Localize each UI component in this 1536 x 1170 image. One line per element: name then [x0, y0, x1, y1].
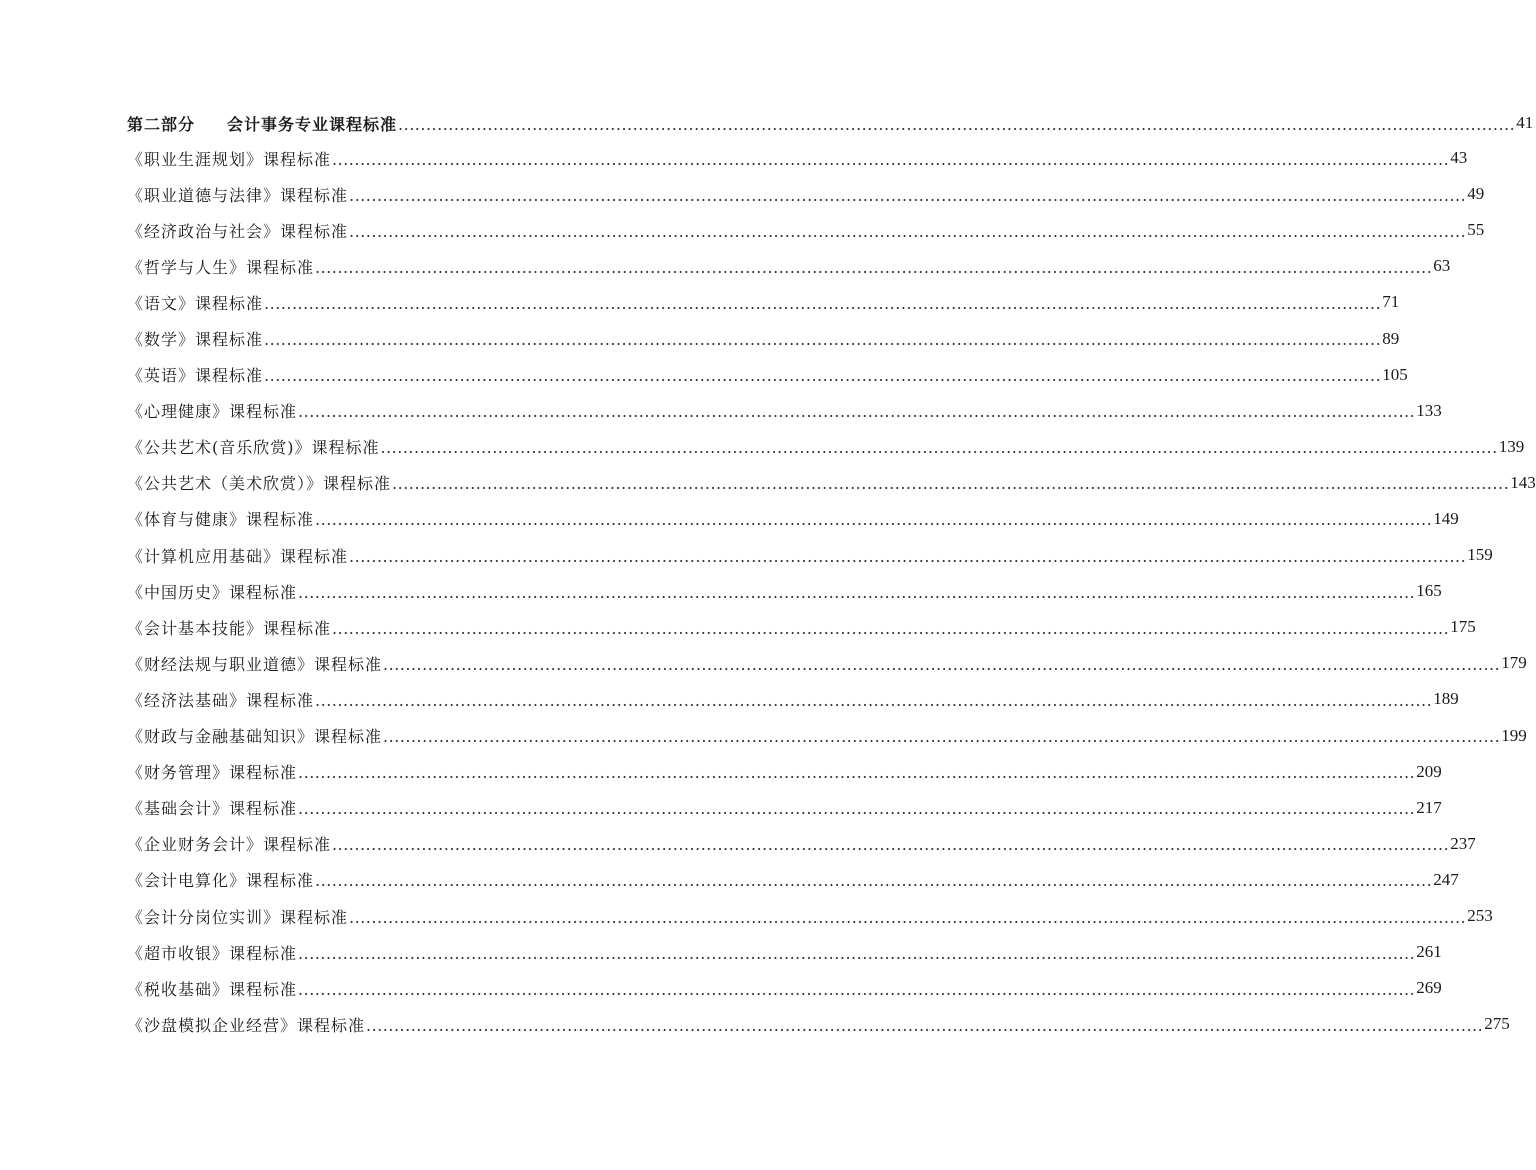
- toc-section-heading[interactable]: [127, 106, 1534, 140]
- toc-entry[interactable]: [127, 140, 1468, 176]
- toc-entry-title: 《会计电算化》课程标准: [127, 871, 315, 891]
- dot-leader: ........................................................................................................................................................................................................: [298, 799, 1416, 819]
- toc-entry-title: 《经济政治与社会》课程标准: [127, 221, 349, 241]
- dot-leader: ........................................................................................................................................................................................................: [315, 690, 1433, 710]
- toc-page-number: 269: [1416, 978, 1442, 998]
- toc-entry[interactable]: [127, 862, 1459, 898]
- table-of-contents: [127, 106, 1536, 1042]
- toc-page-number: 143: [1510, 472, 1536, 492]
- toc-entry[interactable]: [127, 790, 1442, 826]
- toc-entry[interactable]: [127, 754, 1442, 790]
- toc-entry[interactable]: [127, 645, 1527, 681]
- toc-entry[interactable]: [127, 826, 1476, 862]
- toc-page-number: 149: [1433, 508, 1459, 528]
- toc-entry-title: 《经济法基础》课程标准: [127, 690, 315, 710]
- dot-leader: ........................................................................................................................................................................................................: [332, 149, 1450, 169]
- toc-entry[interactable]: [127, 573, 1442, 609]
- dot-leader: ........................................................................................................................................................................................................: [332, 618, 1450, 638]
- toc-entry[interactable]: [127, 537, 1493, 573]
- dot-leader: ........................................................................................................................................................................................................: [349, 907, 1467, 927]
- toc-entry-title: 《会计基本技能》课程标准: [127, 618, 332, 638]
- toc-page-number: 175: [1450, 617, 1476, 637]
- dot-leader: ........................................................................................................................................................................................................: [298, 979, 1416, 999]
- toc-entry[interactable]: [127, 284, 1400, 320]
- toc-entry-title: 《会计分岗位实训》课程标准: [127, 907, 349, 927]
- toc-entry[interactable]: [127, 681, 1459, 717]
- toc-page-number: 49: [1467, 184, 1485, 204]
- toc-entry-title: 《数学》课程标准: [127, 330, 264, 350]
- toc-entry[interactable]: [127, 970, 1442, 1006]
- toc-page-number: 105: [1382, 364, 1408, 384]
- dot-leader: ........................................................................................................................................................................................................: [298, 943, 1416, 963]
- toc-page-number: 139: [1498, 436, 1525, 456]
- toc-entry[interactable]: [127, 248, 1451, 284]
- dot-leader: ........................................................................................................................................................................................................: [349, 185, 1467, 205]
- toc-section-title: [127, 112, 397, 135]
- section-title: 会计事务专业课程标准: [227, 114, 398, 134]
- dot-leader: ........................................................................................................................................................................................................: [264, 293, 1382, 313]
- toc-page-number: 159: [1467, 545, 1493, 565]
- toc-entry[interactable]: [127, 501, 1459, 537]
- toc-entry-title: 《职业生涯规划》课程标准: [127, 149, 332, 169]
- toc-entry[interactable]: [127, 212, 1485, 248]
- toc-entry-title: 《财经法规与职业道德》课程标准: [127, 654, 383, 674]
- toc-page-number: 199: [1501, 725, 1527, 745]
- toc-entry-title: 《哲学与人生》课程标准: [127, 257, 315, 277]
- toc-page-number: 89: [1382, 328, 1400, 348]
- toc-page-number: 55: [1467, 220, 1485, 240]
- toc-entry-list: [127, 140, 1536, 1042]
- toc-entry-title: 《心理健康》课程标准: [127, 402, 298, 422]
- dot-leader: ........................................................................................................................................................................................................: [383, 727, 1501, 747]
- toc-entry-title: 《基础会计》课程标准: [127, 799, 298, 819]
- dot-leader: ........................................................................................................................................................................................................: [298, 763, 1416, 783]
- dot-leader: ........................................................................................................................................................................................................: [315, 871, 1433, 891]
- toc-entry-title: 《企业财务会计》课程标准: [127, 835, 332, 855]
- toc-entry-title: 《财务管理》课程标准: [127, 763, 298, 783]
- toc-page-number: 189: [1433, 689, 1459, 709]
- toc-entry[interactable]: [127, 357, 1408, 393]
- dot-leader: ........................................................................................................................................................................................................: [298, 402, 1416, 422]
- toc-page-number: 261: [1416, 942, 1442, 962]
- dot-leader: ........................................................................................................................................................................................................: [349, 221, 1467, 241]
- toc-page-number: 253: [1467, 906, 1493, 926]
- toc-entry-title: 《公共艺术（美术欣赏）》课程标准: [127, 474, 392, 494]
- dot-leader: ........................................................................................................................................................................................................: [392, 474, 1510, 494]
- toc-page-number: 217: [1416, 797, 1442, 817]
- toc-entry-title: 《财政与金融基础知识》课程标准: [127, 727, 383, 747]
- toc-page-number: 43: [1450, 148, 1468, 168]
- toc-entry-title: 《英语》课程标准: [127, 366, 264, 386]
- toc-entry[interactable]: [127, 898, 1493, 934]
- toc-entry[interactable]: [127, 176, 1485, 212]
- toc-entry-title: 《中国历史》课程标准: [127, 582, 298, 602]
- toc-entry-title: 《计算机应用基础》课程标准: [127, 546, 349, 566]
- toc-page-number: 165: [1416, 581, 1442, 601]
- toc-page-number: 247: [1433, 869, 1459, 889]
- toc-entry-title: 《公共艺术(音乐欣赏)》课程标准: [127, 438, 380, 458]
- section-number: 第二部分: [127, 114, 196, 134]
- toc-entry[interactable]: [127, 609, 1476, 645]
- toc-entry-title: 《税收基础》课程标准: [127, 979, 298, 999]
- dot-leader: ........................................................................................................................................................................................................: [332, 835, 1450, 855]
- toc-entry-title: 《职业道德与法律》课程标准: [127, 185, 349, 205]
- toc-entry-title: 《体育与健康》课程标准: [127, 510, 315, 530]
- toc-page-number: 237: [1450, 833, 1476, 853]
- dot-leader: ........................................................................................................................................................................................................: [315, 257, 1433, 277]
- dot-leader: ........................................................................................................................................................................................................: [298, 582, 1416, 602]
- toc-page-number: 275: [1484, 1014, 1510, 1034]
- toc-page-number: 133: [1416, 400, 1442, 420]
- toc-entry[interactable]: [127, 1006, 1510, 1042]
- dot-leader: ........................................................................................................................................................................................................: [264, 366, 1382, 386]
- toc-page-number: 41: [1516, 113, 1534, 132]
- toc-entry[interactable]: [127, 718, 1527, 754]
- toc-entry[interactable]: [127, 429, 1525, 465]
- dot-leader: ........................................................................................................................................................................................................: [264, 330, 1382, 350]
- dot-leader: ........................................................................................................................................................................................................: [398, 114, 1516, 134]
- toc-page-number: 179: [1501, 653, 1527, 673]
- dot-leader: ........................................................................................................................................................................................................: [380, 438, 1498, 458]
- toc-entry-title: 《语文》课程标准: [127, 293, 264, 313]
- toc-page-number: 71: [1382, 292, 1400, 312]
- toc-entry[interactable]: [127, 465, 1536, 501]
- toc-entry-title: 《超市收银》课程标准: [127, 943, 298, 963]
- toc-entry[interactable]: [127, 320, 1400, 356]
- toc-entry[interactable]: [127, 934, 1442, 970]
- toc-page-number: 63: [1433, 256, 1451, 276]
- dot-leader: ........................................................................................................................................................................................................: [366, 1015, 1484, 1035]
- dot-leader: ........................................................................................................................................................................................................: [349, 546, 1467, 566]
- dot-leader: ........................................................................................................................................................................................................: [383, 654, 1501, 674]
- toc-page-number: 209: [1416, 761, 1442, 781]
- dot-leader: ........................................................................................................................................................................................................: [315, 510, 1433, 530]
- toc-entry-title: 《沙盘模拟企业经营》课程标准: [127, 1015, 366, 1035]
- toc-entry[interactable]: [127, 393, 1442, 429]
